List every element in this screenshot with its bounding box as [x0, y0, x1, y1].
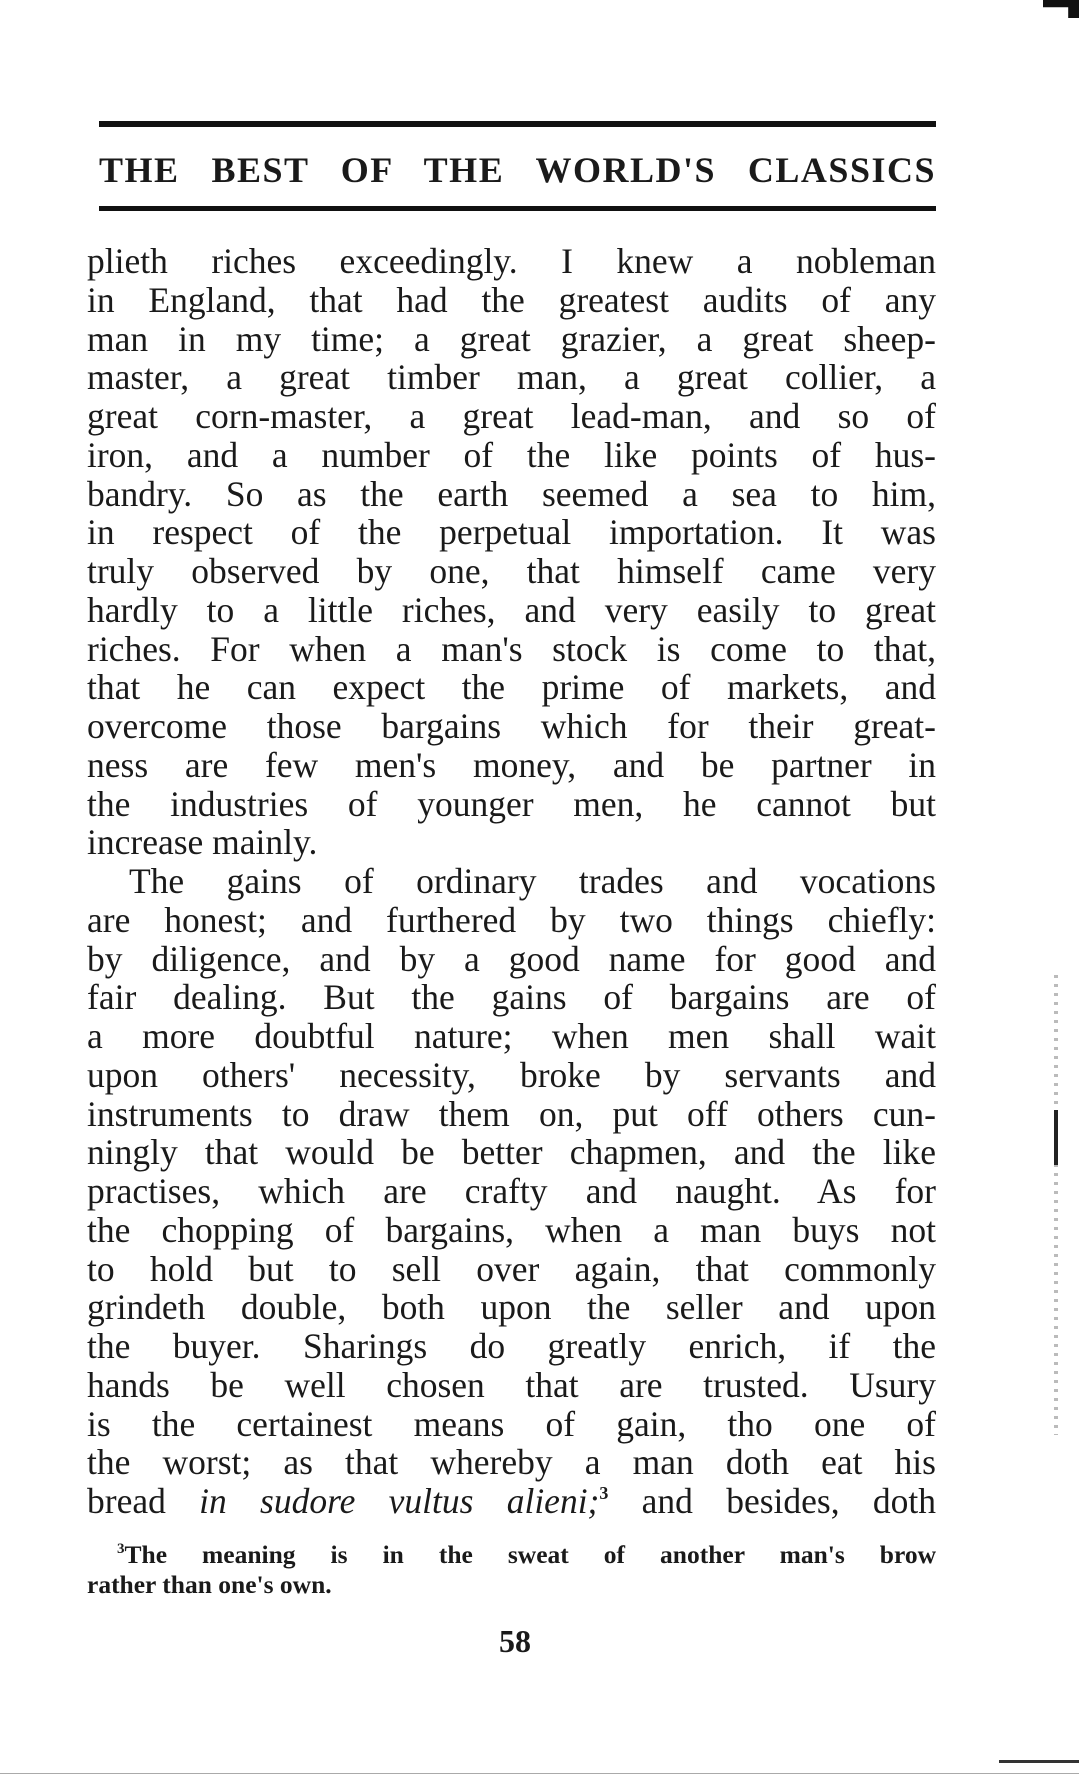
- footnote: [87, 1540, 936, 1600]
- page-binding-edge: [1054, 975, 1058, 1435]
- text-line: in respect of the perpetual importation. It was: [87, 512, 936, 553]
- text-line: are honest; and furthered by two things chiefly:: [87, 899, 936, 940]
- text-line: upon others' necessity, broke by servants and: [87, 1054, 936, 1095]
- text-line-with-latin: [87, 1482, 936, 1521]
- text-line: bandry. So as the earth seemed a sea to him,: [87, 473, 936, 514]
- text-line: is the certainest means of gain, tho one of: [87, 1403, 936, 1444]
- text-line: in England, that had the greatest audits of any: [87, 279, 936, 320]
- corner-crop-mark: [1043, 0, 1079, 18]
- text-line: instruments to draw them on, put off others cun-: [87, 1093, 936, 1134]
- text-line: man in my time; a great grazier, a great sheep-: [87, 318, 936, 359]
- binding-shadow: [1054, 1110, 1058, 1165]
- text-line: the buyer. Sharings do greatly enrich, if the: [87, 1326, 936, 1366]
- text-line: iron, and a number of the like points of hus-: [87, 434, 936, 475]
- running-head: THE BEST OF THE WORLD'S CLASSICS: [99, 150, 936, 190]
- text-line: the chopping of bargains, when a man buys not: [87, 1209, 936, 1250]
- text-line: a more doubtful nature; when men shall wait: [87, 1016, 936, 1056]
- header-rule-bottom: [99, 206, 936, 211]
- text-line: overcome those bargains which for their great-: [87, 706, 936, 746]
- text-line: by diligence, and by a good name for good and: [87, 938, 936, 979]
- text-line: fair dealing. But the gains of bargains are of: [87, 977, 936, 1018]
- header-rule-top: [99, 121, 936, 127]
- text-line-paragraph-start: The gains of ordinary trades and vocations: [129, 861, 936, 901]
- latin-phrase: in sudore vultus alieni;: [199, 1481, 600, 1521]
- text-line: great corn-master, a great lead-man, and so of: [87, 396, 936, 436]
- footnote-reference: 3: [599, 1483, 609, 1503]
- page-bottom-edge: [0, 1773, 1079, 1774]
- text-segment: bread: [87, 1481, 200, 1521]
- text-line: grindeth double, both upon the seller and upon: [87, 1287, 936, 1328]
- text-segment: and besides, doth: [608, 1481, 936, 1521]
- text-line-paragraph-end: increase mainly.: [87, 822, 318, 863]
- page-number: 58: [499, 1623, 531, 1659]
- footnote-marker: 3: [117, 1541, 125, 1557]
- footnote-line: [87, 1540, 936, 1570]
- text-line: the worst; as that whereby a man doth eat his: [87, 1442, 936, 1483]
- text-line: master, a great timber man, a great collier, a: [87, 357, 936, 398]
- text-line: riches. For when a man's stock is come to that,: [87, 628, 936, 669]
- footnote-line: rather than one's own.: [87, 1570, 332, 1599]
- body-text: [87, 242, 936, 1521]
- corner-crop-mark-bottom: [999, 1760, 1079, 1763]
- text-line: ness are few men's money, and be partner in: [87, 744, 936, 785]
- text-line: truly observed by one, that himself came very: [87, 551, 936, 591]
- text-line: to hold but to sell over again, that commonly: [87, 1248, 936, 1289]
- text-line: practises, which are crafty and naught. As for: [87, 1171, 936, 1211]
- text-line: plieth riches exceedingly. I knew a nobleman: [87, 241, 936, 281]
- text-line: the industries of younger men, he cannot but: [87, 783, 936, 824]
- text-line: that he can expect the prime of markets, and: [87, 667, 936, 708]
- footnote-text: The meaning is in the sweat of another man's brow: [124, 1540, 936, 1569]
- text-line: hardly to a little riches, and very easily to great: [87, 589, 936, 630]
- text-line: ningly that would be better chapmen, and the like: [87, 1132, 936, 1173]
- text-line: hands be well chosen that are trusted. Usury: [87, 1364, 936, 1405]
